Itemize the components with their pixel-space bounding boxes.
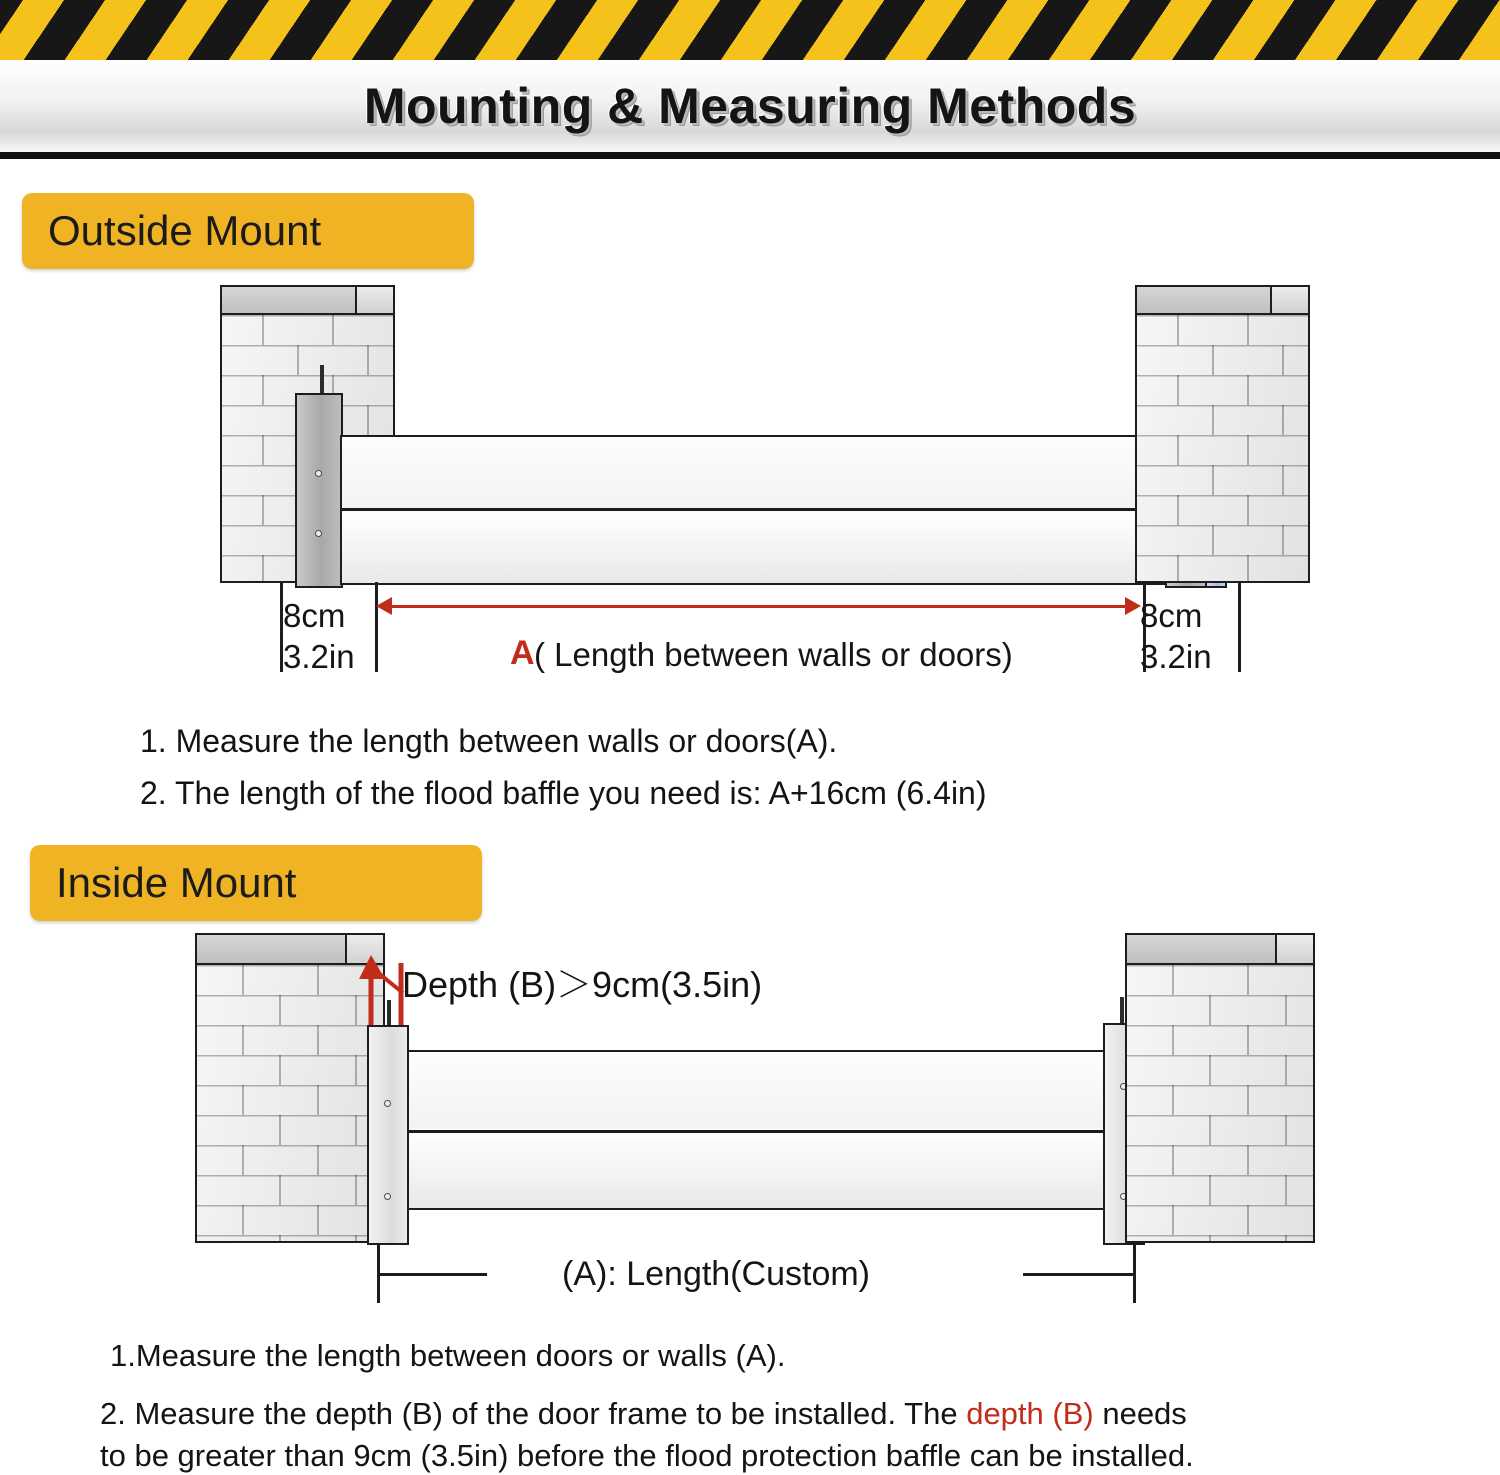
left-margin-cm-label: 8cm	[283, 597, 346, 634]
inside-right-wall-brick	[1125, 963, 1315, 1243]
inside-right-wall-side-face	[1275, 933, 1315, 965]
inside-left-bracket-rod	[387, 1000, 391, 1028]
inside-dim-line-left	[377, 1273, 487, 1276]
inside-note-1: 1.Measure the length between doors or walls (A).	[110, 1338, 786, 1373]
right-wall-brick	[1135, 313, 1310, 583]
left-bracket	[295, 393, 343, 588]
inside-left-bracket	[367, 1025, 409, 1245]
outside-note-2: 2. The length of the flood baffle you need is: A+16cm (6.4in)	[140, 775, 987, 811]
span-symbol-label: A	[510, 634, 535, 672]
inside-dim-tick-right	[1133, 1243, 1136, 1303]
dim-tick-right-outer	[1238, 582, 1241, 672]
span-dimension-line	[386, 605, 1131, 608]
inside-note-2-lead: 2. Measure the depth (B) of the door frame to be installed. The	[100, 1396, 967, 1431]
page-header	[0, 0, 1500, 160]
inside-left-wall-brick-pattern	[197, 965, 383, 1241]
hazard-stripe-decoration	[0, 0, 1500, 64]
section-tag-inside-label: Inside Mount	[56, 859, 297, 906]
inside-right-wall-brick-pattern	[1127, 965, 1313, 1241]
flood-baffle-panel-seam	[340, 508, 1182, 511]
page-title: Mounting & Measuring Methods	[363, 78, 1137, 134]
title-bar	[0, 60, 1500, 159]
inside-left-bracket-screw-top	[384, 1100, 391, 1107]
depth-requirement-label: Depth (B)＞9cm(3.5in)	[402, 964, 763, 1005]
inside-flood-baffle-panel-seam	[407, 1130, 1107, 1133]
inside-note-2-tail: needs	[1093, 1396, 1187, 1431]
left-bracket-screw-top	[315, 470, 322, 477]
inside-left-bracket-screw-bottom	[384, 1193, 391, 1200]
outside-note-1: 1. Measure the length between walls or doors(A).	[140, 723, 838, 759]
inside-note-2-highlight: depth (B)	[966, 1396, 1094, 1431]
left-margin-in-label: 3.2in	[283, 638, 355, 675]
section-tag-inside-mount	[30, 845, 482, 921]
inside-note-2	[100, 1396, 1187, 1432]
left-bracket-rod	[320, 365, 324, 395]
span-arrow-right-icon	[1125, 597, 1141, 615]
right-margin-in-label: 3.2in	[1140, 638, 1212, 675]
right-wall-brick-pattern	[1137, 315, 1308, 581]
span-caption-label: ( Length between walls or doors)	[534, 636, 1013, 673]
left-wall-side-face	[355, 285, 395, 315]
inside-length-label: (A): Length(Custom)	[562, 1255, 870, 1293]
inside-note-3: to be greater than 9cm (3.5in) before the flood protection baffle can be installed.	[100, 1438, 1194, 1473]
dim-tick-left-inner	[375, 582, 378, 672]
inside-dim-line-right	[1023, 1273, 1133, 1276]
right-margin-cm-label: 8cm	[1140, 597, 1203, 634]
right-wall-side-face	[1270, 285, 1310, 315]
section-tag-outside-label: Outside Mount	[48, 207, 322, 254]
left-bracket-screw-bottom	[315, 530, 322, 537]
inside-right-bracket-rod	[1120, 997, 1124, 1025]
section-tag-outside-mount	[22, 193, 474, 269]
span-arrow-left-icon	[376, 597, 392, 615]
